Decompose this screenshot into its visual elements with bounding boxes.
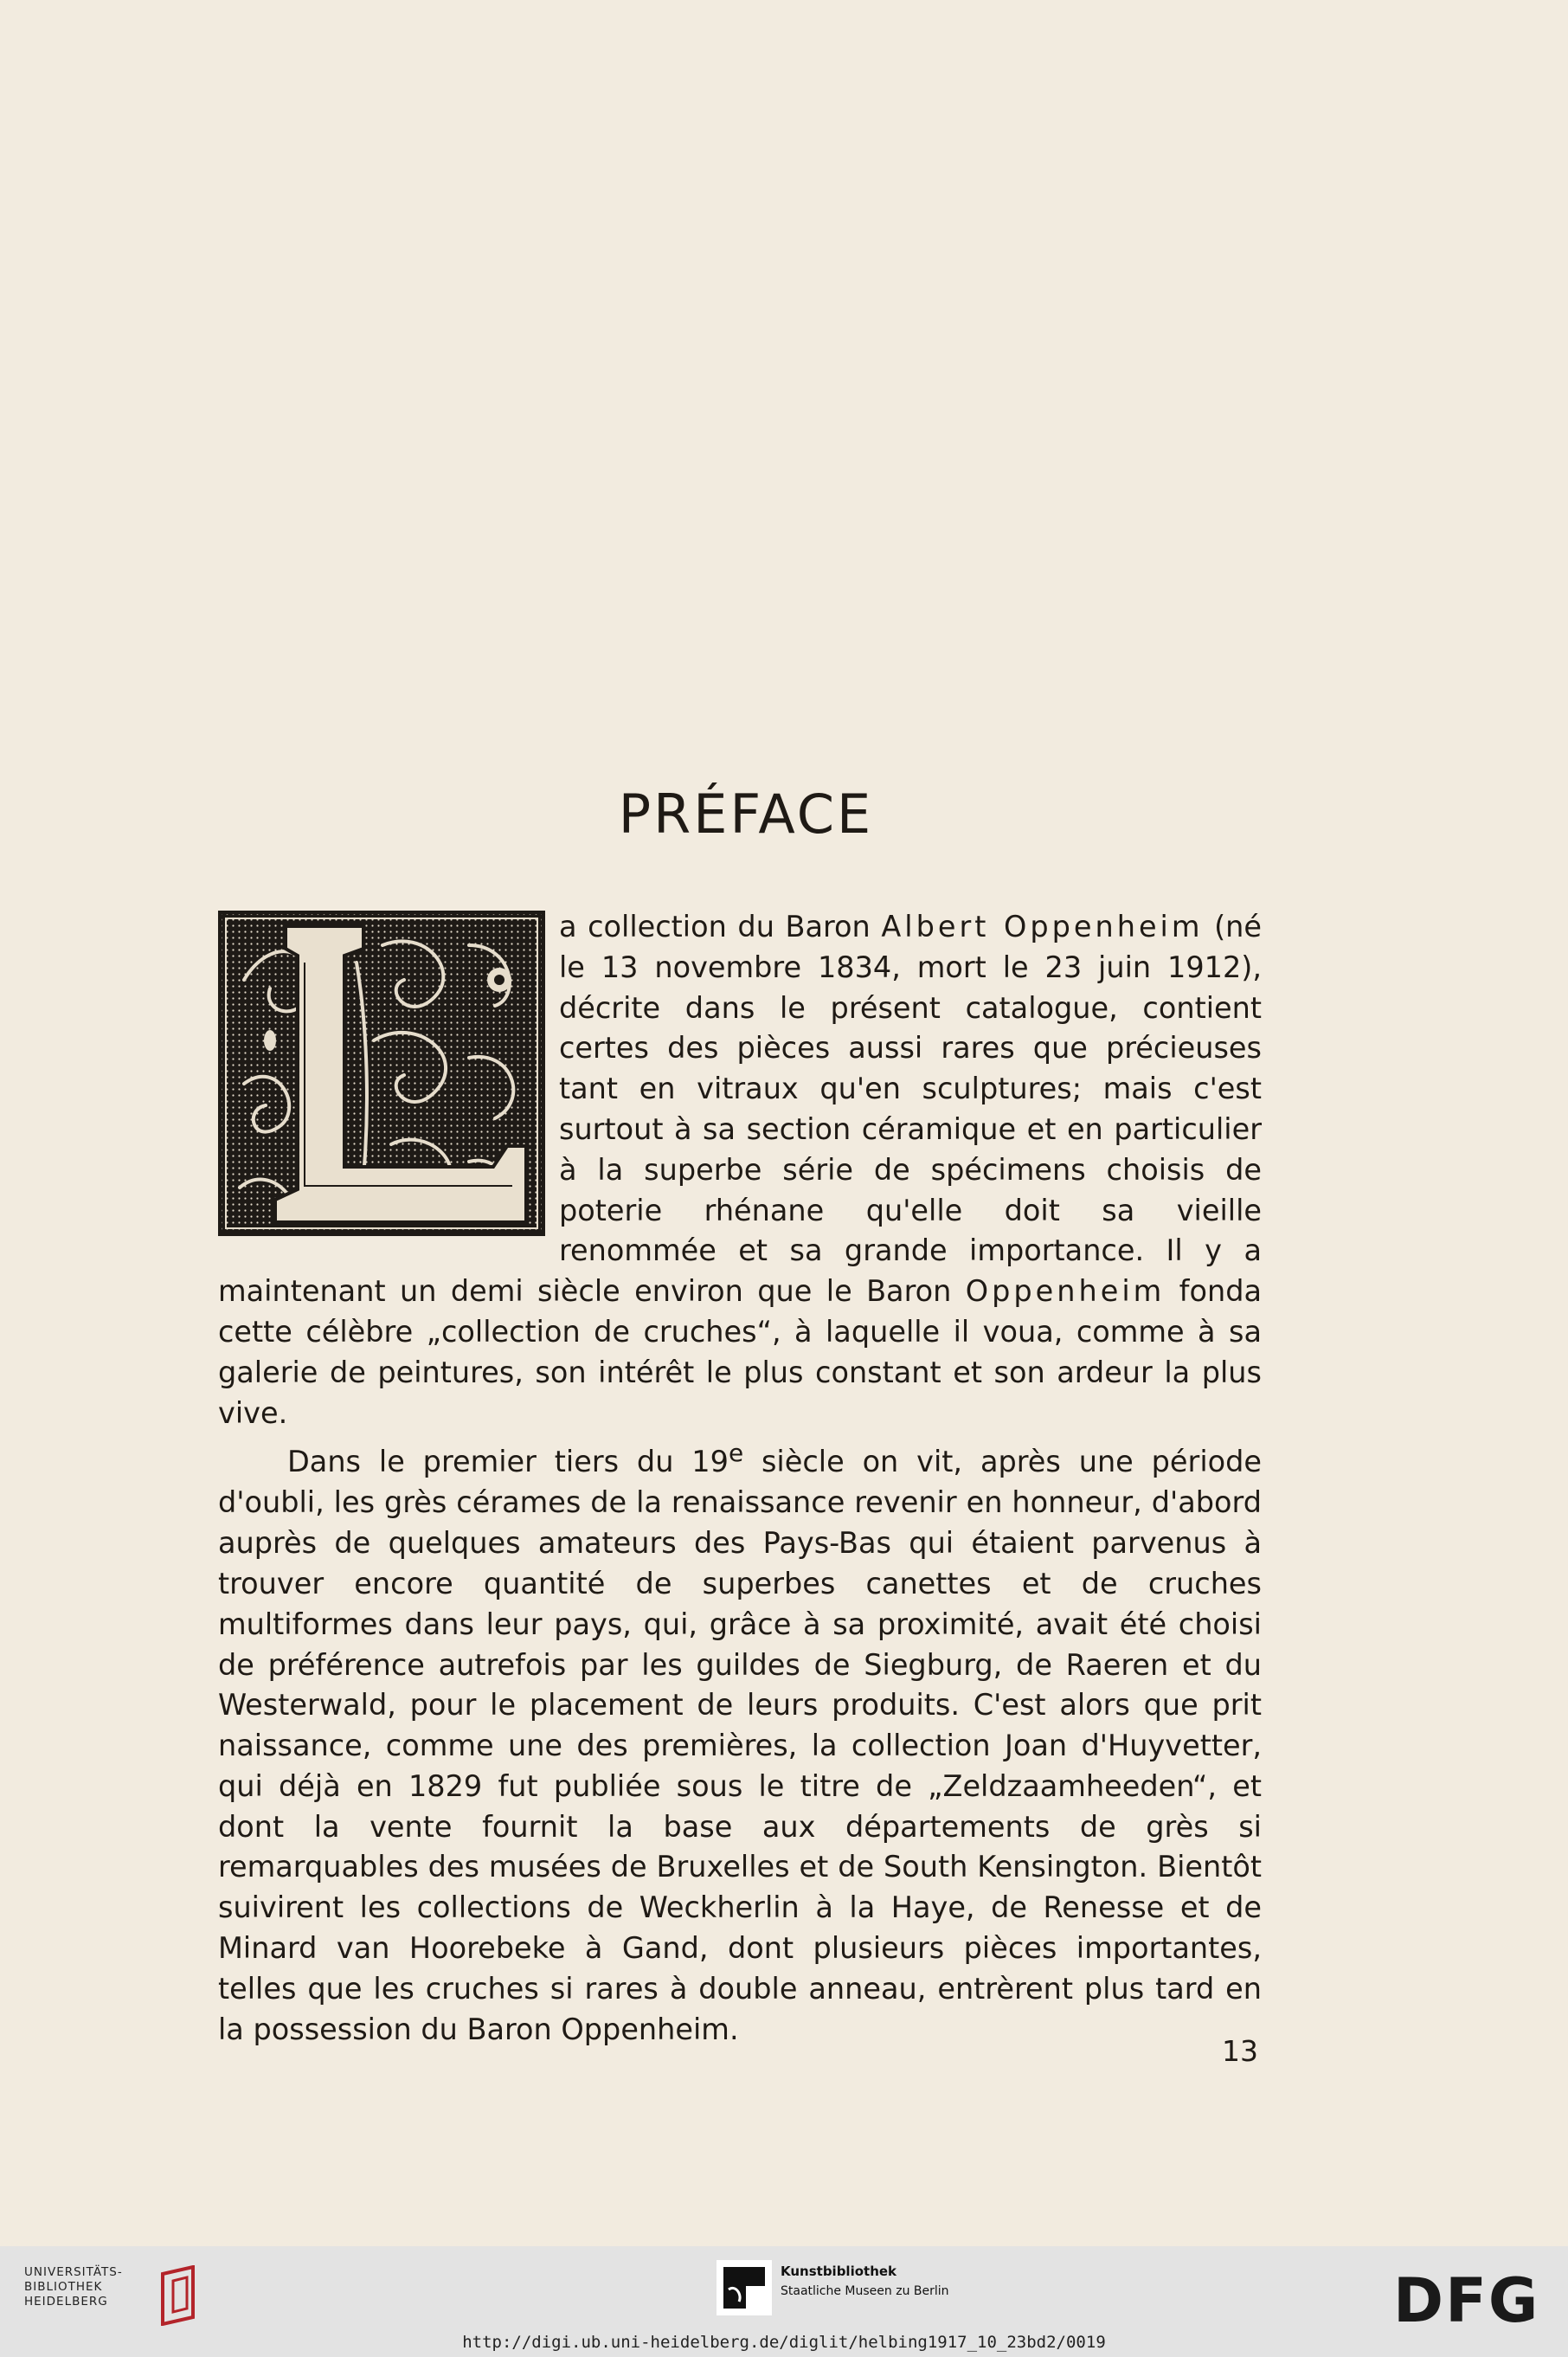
decorated-initial-l-icon [218, 911, 545, 1236]
page-number: 13 [1222, 2034, 1258, 2068]
paragraph-2-text: Dans le premier tiers du 19 [287, 1445, 729, 1479]
university-name [24, 2265, 145, 2309]
university-library-logo[interactable] [24, 2265, 197, 2326]
kunstbibliothek-logo-icon[interactable] [717, 2260, 772, 2315]
preface-body [218, 907, 1262, 2050]
paragraph-2-text: siècle on vit, après une période d'oubli, les grès cérames de la renaissance revenir en honneur, d'abord auprès de quelques amateurs des Pays-Bas qui étaient parvenus à trouver encore quantité de superbes canettes et de cruches multiformes dans leur pays, qui, grâce à sa proximité, avait été choisi de préférence autrefois par les guildes de Siegburg, de Raeren et du Westerwald, pour le placement de leurs produits. C'est alors que prit naissance, comme une des premières, la collection Joan d'Huyvetter, qui déjà en 1829 fut publiée sous le titre de „Zeldzaamheeden“, et dont la vente fournit la base aux départements de grès si remarquables des musées de Bruxelles et de South Kensington. Bientôt suivirent les collections de Weckherlin à la Haye, de Renesse et de Minard van Hoorebeke à Gand, dont plusieurs pièces importantes, telles que les cruches si rares à double anneau, entrèrent plus tard en la possession du Baron Oppenheim. [218, 1445, 1262, 2046]
digitization-footer [0, 2246, 1568, 2357]
dfg-logo[interactable]: DFG [1393, 2265, 1540, 2336]
university-line: HEIDELBERG [24, 2295, 108, 2309]
kunstbibliothek-name: Kunstbibliothek [781, 2264, 897, 2279]
name-albert-oppenheim: Albert Oppenheim [881, 910, 1204, 943]
paragraph-1-text: (né le 13 novembre 1834, mort le 23 juin 1912), décrite dans le présent catalogue, contient certes des pièces aussi rares que précieuses tant en vitraux qu'en sculptures; mais c'est surtout à sa section céramique et en particulier à la superbe série de spécimens choisis de poterie rhénane qu'elle doit sa vieille renommée et sa grande importance. Il y a maintenant un demi siècle environ que le Baron [218, 910, 1262, 1309]
paragraph-1-text: a collection du Baron [559, 910, 882, 943]
kunstbibliothek-subtitle: Staatliche Museen zu Berlin [781, 2284, 949, 2298]
university-emblem-icon [154, 2265, 206, 2326]
permalink-url[interactable]: http://digi.ub.uni-heidelberg.de/diglit/helbing1917_10_23bd2/0019 [462, 2333, 1106, 2352]
page-title: PRÉFACE [618, 782, 874, 846]
name-oppenheim: Oppenheim [965, 1274, 1166, 1309]
superscript-e: e [728, 1439, 744, 1468]
paragraph-2 [218, 1433, 1262, 2050]
university-line: BIBLIOTHEK [24, 2280, 103, 2294]
paragraph-1-text: fonda cette célèbre „collection de cruches“, à laquelle il voua, comme à sa galerie de peintures, son intérêt le plus constant et son ardeur la plus vive. [218, 1274, 1262, 1430]
paragraph-1 [218, 907, 1262, 1433]
university-line: UNIVERSITÄTS- [24, 2265, 123, 2279]
